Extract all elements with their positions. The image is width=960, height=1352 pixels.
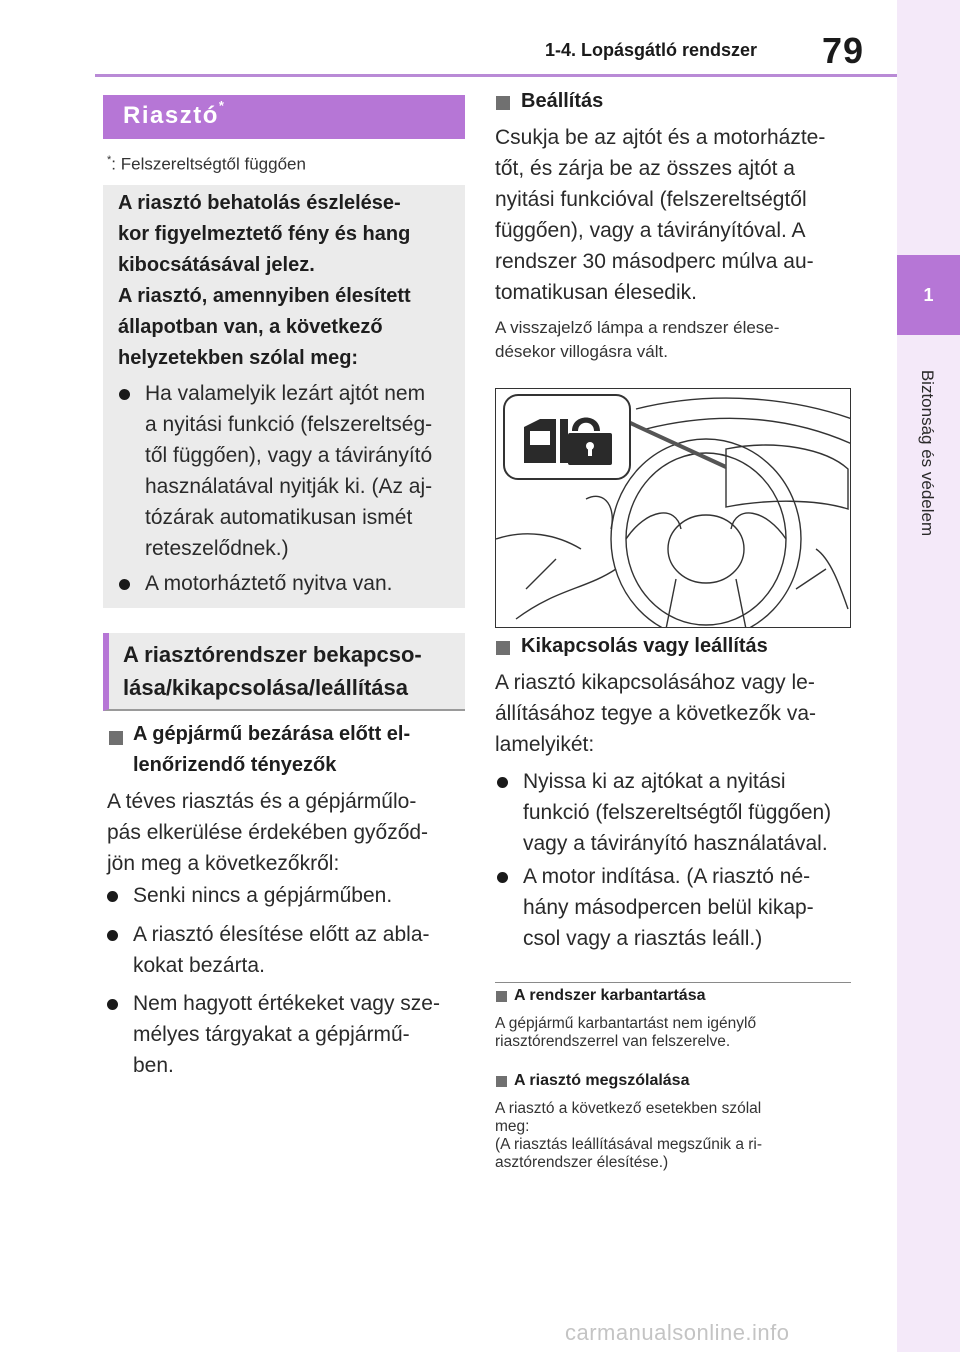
disarm-heading: Kikapcsolás vagy leállítás xyxy=(521,635,768,657)
bullet-dot-icon xyxy=(107,999,118,1010)
footnote-text: : Felszereltségtől függően xyxy=(111,154,306,174)
check-bullet-nobody xyxy=(107,880,465,912)
setting-heading: Beállítás xyxy=(521,90,604,112)
chapter-title-vertical xyxy=(892,338,960,568)
chapter-title: Biztonság és védelem xyxy=(918,369,937,537)
square-bullet-icon xyxy=(109,731,123,745)
body-line: pás elkerülése érdekében győződ- xyxy=(107,821,429,844)
bullet-line: vagy a távirányító használatával. xyxy=(523,832,828,855)
indicator-note xyxy=(495,316,855,364)
before-locking-heading xyxy=(133,719,463,781)
alarm-sounds-heading: A riasztó megszólalása xyxy=(514,1072,690,1089)
note-line: A gépjármű karbantartást nem igénylő xyxy=(495,1015,757,1032)
bullet-dot-icon xyxy=(497,777,508,788)
note-line: désekor villogásra vált. xyxy=(495,342,668,361)
bullet-dot-icon xyxy=(119,579,130,590)
bullet-line: Senki nincs a gépjárműben. xyxy=(133,884,393,907)
bullet-line: Nyissa ki az ajtókat a nyitási xyxy=(523,770,786,793)
body-line: függően), vagy a távirányítóval. A xyxy=(495,219,806,242)
footnote xyxy=(107,154,306,175)
box-bullet-door xyxy=(119,378,459,568)
bullet-dot-icon xyxy=(119,389,130,400)
header-rule xyxy=(95,74,897,77)
before-locking-intro xyxy=(107,786,465,879)
desc-line: kibocsátásával jelez. xyxy=(118,254,315,276)
desc-line: helyzetekben szólal meg: xyxy=(118,347,359,369)
square-bullet-icon xyxy=(496,96,510,110)
dashboard-drawing xyxy=(496,389,851,628)
bullet-line: tózárak automatikusan ismét xyxy=(145,506,413,529)
bullet-line: A motor indítása. (A riasztó né- xyxy=(523,865,811,888)
sub-heading-line: A gépjármű bezárása előtt el- xyxy=(133,723,411,745)
note-line: riasztórendszerrel van felszerelve. xyxy=(495,1033,731,1050)
note-line: meg: xyxy=(495,1118,530,1135)
bullet-dot-icon xyxy=(497,872,508,883)
maintenance-heading: A rendszer karbantartása xyxy=(514,987,706,1004)
desc-line: kor figyelmeztető fény és hang xyxy=(118,223,411,245)
bullet-line: Nem hagyott értékeket vagy sze- xyxy=(133,992,440,1015)
watermark: carmanualsonline.info xyxy=(565,1320,790,1345)
body-line: állításához tegye a következők va- xyxy=(495,702,817,725)
note-line: A visszajelző lámpa a rendszer élese- xyxy=(495,318,780,337)
square-bullet-icon xyxy=(496,1076,507,1087)
bullet-line: A riasztó élesítése előtt az abla- xyxy=(133,923,430,946)
dashboard-illustration xyxy=(495,388,851,628)
alarm-title: Riasztó xyxy=(123,102,219,129)
bullet-line: A motorháztető nyitva van. xyxy=(145,572,393,595)
body-line: A riasztó kikapcsolásához vagy le- xyxy=(495,671,815,694)
section-heading-line: lása/kikapcsolása/leállítása xyxy=(123,675,408,700)
side-tab-strip xyxy=(897,0,960,1352)
section-heading-box xyxy=(103,633,465,711)
body-line: rendszer 30 másodperc múlva au- xyxy=(495,250,814,273)
alarm-title-bar xyxy=(103,95,465,139)
bullet-dot-icon xyxy=(107,930,118,941)
body-line: jön meg a következőkről: xyxy=(107,852,340,875)
bullet-line: csol vagy a riasztás leáll.) xyxy=(523,927,763,950)
desc-line: A riasztó behatolás észlelése- xyxy=(118,192,401,214)
disarm-text xyxy=(495,667,855,760)
title-asterisk: * xyxy=(218,98,226,113)
disarm-bullet-open xyxy=(497,766,857,862)
body-line: A téves riasztás és a gépjárműlo- xyxy=(107,790,417,813)
note-line: asztórendszer élesítése.) xyxy=(495,1154,669,1171)
bullet-line: funkció (felszereltségtől függően) xyxy=(523,801,832,824)
bullet-line: ben. xyxy=(133,1054,174,1077)
body-line: Csukja be az ajtót és a motorházte- xyxy=(495,126,826,149)
bullet-line: mélyes tárgyakat a gépjármű- xyxy=(133,1023,410,1046)
bullet-line: Ha valamelyik lezárt ajtót nem xyxy=(145,382,426,405)
alarm-sounds-text xyxy=(495,1100,855,1172)
check-bullet-valuables xyxy=(107,988,465,1084)
bullet-line: reteszelődnek.) xyxy=(145,537,289,560)
square-bullet-icon xyxy=(496,991,507,1002)
desc-line: A riasztó, amennyiben élesített xyxy=(118,285,411,307)
setting-text xyxy=(495,122,855,308)
note-line: A riasztó a következő esetekben szólal xyxy=(495,1100,762,1117)
footnote-asterisk: * xyxy=(107,154,112,166)
body-line: tőt, és zárja be az összes ajtót a xyxy=(495,157,795,180)
body-line: nyitási funkcióval (felszereltségtől xyxy=(495,188,807,211)
section-title: 1-4. Lopásgátló rendszer xyxy=(545,40,758,60)
bullet-line: től függően), vagy a távirányító xyxy=(145,444,433,467)
square-bullet-icon xyxy=(496,641,510,655)
body-line: lamelyikét: xyxy=(495,733,595,756)
desc-line: állapotban van, a következő xyxy=(118,316,383,338)
bullet-line: kokat bezárta. xyxy=(133,954,265,977)
maintenance-text xyxy=(495,1015,855,1051)
bullet-line: a nyitási funkció (felszereltség- xyxy=(145,413,433,436)
bullet-dot-icon xyxy=(107,891,118,902)
check-bullet-windows xyxy=(107,919,465,983)
box-bullet-hood xyxy=(119,568,459,600)
note-line: (A riasztás leállításával megszűnik a ri- xyxy=(495,1136,763,1153)
bullet-line: használatával nyitják ki. (Az aj- xyxy=(145,475,433,498)
page-number: 79 xyxy=(822,30,865,71)
disarm-bullet-engine xyxy=(497,861,857,957)
notes-divider xyxy=(495,982,851,983)
section-heading-line: A riasztórendszer bekapcso- xyxy=(123,642,422,667)
chapter-number-tab[interactable]: 1 xyxy=(897,255,960,335)
body-line: tomatikusan élesedik. xyxy=(495,281,697,304)
bullet-line: hány másodpercen belül kikap- xyxy=(523,896,814,919)
alarm-description xyxy=(118,188,458,374)
sub-heading-line: lenőrizendő tényezők xyxy=(133,754,337,776)
